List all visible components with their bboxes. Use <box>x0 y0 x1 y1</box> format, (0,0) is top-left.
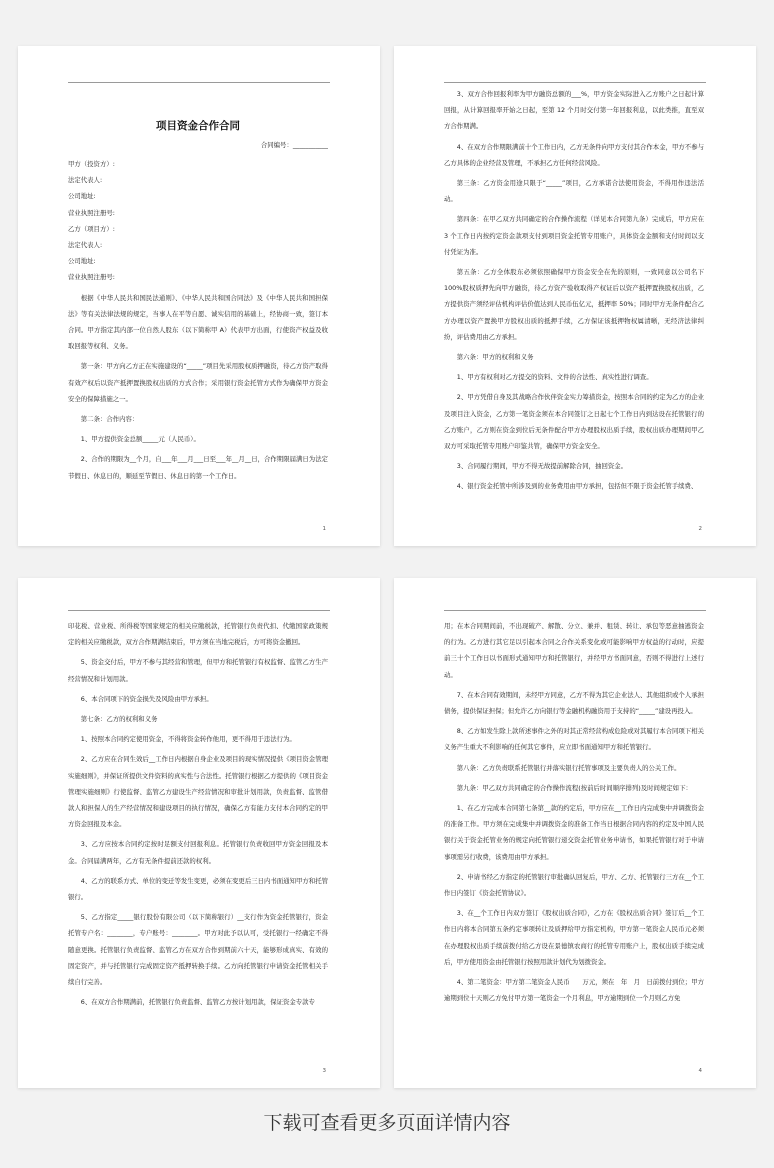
party-line: 甲方（投资方）: <box>68 160 115 168</box>
paragraph: 4、第二笔资金：甲方第二笔资金人民币 万元，须在 年 月 日前拨付到位；甲方逾期到位十天则乙方免付甲方第一笔资金一个月利息，甲方逾期到位一个月则乙方免 <box>444 978 704 1003</box>
party-line: 法定代表人: <box>68 241 103 250</box>
paragraph: 第六条：甲方的权利和义务 <box>456 353 534 362</box>
paragraph: 1、在乙方完成本合同第七条第__款的约定后，甲方应在__工作日内完成集中并调拨资金的准备工作。甲方须在完成集中并调拨资金的准备工作当日根据合同内容的约定及中国人民银行关于资金托管业务的规定向托管银行递交资金托管业务申请书，如果托管银行对于申请事项需另行收费，该费用由甲方承担。 <box>444 804 704 861</box>
page-number: 3 <box>322 1068 326 1074</box>
page-number: 4 <box>698 1068 702 1074</box>
paragraph: 1、甲方有权利对乙方提交的资料、文件的合法性、真实性进行调查。 <box>456 373 653 382</box>
paragraph: 2、乙方应在合同生效后__工作日内根据自身企业及项目的现实情况提供《项目资金管理实施细则》，并保证所提供文件资料的真实性与合法性。托管银行根据乙方提供的《项目资金管理实施细则》行使监督、监管乙方建设生产经营情况和审批计划用款，负责监督、监管借款人和担保人的生产经营情况和建设项目的执行情况，确保乙方有能力支付本合同约定的甲方资金回报及本金。 <box>68 755 328 829</box>
page-content <box>444 618 704 1060</box>
paragraph: 5、乙方指定_____银行股份有限公司（以下简称银行）__支行作为资金托管银行，资金托管专户名：________，专户账号：________。甲方对此予以认可，受托银行一经确定不得随意更换。托管银行负责监督、监管乙方在双方合作到期前六十天，能够形成真实、有效的固定资产，并与托管银行完成固定资产抵押转换手续。乙方向托管银行申请资金托管相关手续自行完善。 <box>68 913 328 987</box>
header-rule <box>444 82 706 83</box>
party-line: 公司地址: <box>68 257 96 266</box>
paragraph: 第九条：甲乙双方共同确定的合作操作流程(按前后时间顺序排列)及时间规定如下： <box>456 783 692 792</box>
page-content <box>68 618 328 1060</box>
document-page-2 <box>394 46 756 546</box>
header-rule <box>68 610 330 611</box>
paragraph: 第一条：甲方向乙方正在实施建设的“_____”项目先采用股权质押融资，待乙方资产取得有效产权后以资产抵押置换股权出质的方式合作；采用银行资金托管方式作为确保甲方资金安全的保障措施之一。 <box>68 362 328 403</box>
paragraph: 第三条：乙方资金用途只限于“_____”项目，乙方承诺合法使用资金，不得用作违法活动。 <box>444 179 704 204</box>
paragraph: 第八条：乙方负责联系托管银行并落实银行托管事项及主要负责人的公关工作。 <box>456 763 681 772</box>
contract-number: 合同编号：___________ <box>260 141 328 149</box>
paragraph: 用；在本合同期间前，不出现破产、解散、分立、兼并、租赁、转让、承包等恶意抽逃资金的行为。乙方进行其它足以引起本合同之合作关系变化或可能影响甲方权益的行动时，应提前三十个工作日以书面形式通知甲方和托管银行，并经甲方书面同意，否则不得进行上述行动。 <box>444 622 704 679</box>
document-page-3 <box>18 578 380 1088</box>
party-line: 法定代表人: <box>68 176 103 185</box>
document-page-1 <box>18 46 380 546</box>
header-rule <box>444 610 706 611</box>
party-line: 营业执照注册号: <box>68 273 115 282</box>
paragraph: 3、合同履行期间，甲方不得无故提前解除合同，抽回资金。 <box>456 462 628 471</box>
party-line: 乙方（项目方）: <box>68 224 115 233</box>
paragraph: 6、在双方合作期满前，托管银行负责监督、监管乙方按计划用款，保证资金专款专 <box>80 998 315 1007</box>
paragraph: 3、乙方应按本合同约定按时足额支付回报利息。托管银行负责收回甲方资金回报及本金。合同届满两年，乙方有无条件提前还款的权利。 <box>68 840 328 865</box>
party-line: 营业执照注册号: <box>68 208 115 217</box>
paragraph: 2、合作的期限为__个月，自___年___月___日至___年__月__日，合作期限届满日为法定节假日、休息日的，顺延至节假日、休息日的第一个工作日。 <box>68 455 328 480</box>
paragraph: 4、在双方合作期限满前十个工作日内，乙方无条件向甲方支付其合作本金，甲方不参与乙方具体的企业经营及管理，不承担乙方任何经营风险。 <box>444 142 704 167</box>
paragraph: 4、乙方的联系方式、单位的变迁等发生变更，必须在变更后三日内书面通知甲方和托管银行。 <box>68 876 328 902</box>
paragraph: 第五条：乙方全体股东必须依照确保甲方资金安全在先的原则，一致同意以公司名下 100%股权质押先向甲方融资，待乙方资产验收取得产权证后以资产抵押置换股权出质，乙方提供资产须经评估机构评估价值达到人民币伍亿元，抵押率 50%；同时甲方无条件配合乙方办理以资产置换甲方股权出质的抵押手续，乙方保证该抵押物权属清晰，无经济法律纠纷，评估费用由乙方承担。 <box>444 268 704 341</box>
paragraph: 1、按照本合同约定使用资金，不得将资金转作他用，更不得用于违法行为。 <box>80 735 296 744</box>
paragraph: 2、甲方凭借自身及其战略合作伙伴资金实力筹措资金，按照本合同的约定为乙方的企业及项目注入资金，乙方第一笔资金须在本合同签订之日起七个工作日内到达设在托管银行的乙方账户，乙方则在资金到位后无条件配合甲方办理股权出质手续，股权出质办理期间甲乙双方可采取托管专用账户印鉴共管，确保甲方资金安全。 <box>444 393 704 451</box>
paragraph: 3、双方合作回报利率为甲方融资总额的___%，甲方资金实际进入乙方账户之日起计算回报，从计算回报率开始之日起，至第 12 个月时交付第一年回报利息，以此类推，直至双方合作期满。 <box>444 90 704 131</box>
paragraph: 第二条：合作内容： <box>80 415 139 424</box>
document-title: 项目资金合作合同 <box>156 120 240 132</box>
paragraph: 3、在__个工作日内双方签订《股权出质合同》，乙方在《股权出质合同》签订后__个工作日内将本合同第五条约定事项转让及质押给甲方指定机构，甲方第一笔资金人民币元必须在办理股权出质手续前拨付给乙方设在景德镇农商行的托管专用账户上，股权出质手续完成后，甲方使用资金由托管银行按照用款计划代为划拨资金。 <box>444 909 704 966</box>
paragraph: 7、在本合同有效期间，未经甲方同意，乙方不得为其它企业法人、其他组织或个人承担债务，提供保证担保；但允许乙方向银行等金融机构融资用于支持的“_____”建设再投入。 <box>444 690 704 716</box>
header-rule <box>68 82 330 83</box>
page-content <box>444 86 704 518</box>
paragraph: 6、本合同项下的资金损失及风险由甲方承担。 <box>80 694 213 703</box>
paragraph: 根据《中华人民共和国民法通则》、《中华人民共和国合同法》及《中华人民共和国担保法》等有关法律法规的规定，当事人在平等自愿、诚实信用的基础上，经协商一致，签订本合同。甲方指定其内部一位自然人股东（以下简称甲 A）代表甲方出面，行使资产权益及收取回报等权利、义务。 <box>68 293 328 351</box>
paragraph: 4、银行资金托管中所涉及到的业务费用由甲方承担，包括但不限于资金托管手续费、 <box>456 482 698 491</box>
document-page-4 <box>394 578 756 1088</box>
page-number: 1 <box>322 526 326 532</box>
download-more-link[interactable]: 下载可查看更多页面详情内容 <box>263 1112 511 1134</box>
paragraph: 2、申请书经乙方指定的托管银行审批确认回复后，甲方、乙方、托管银行三方在__个工作日内签订《资金托管协议》。 <box>444 872 704 898</box>
paragraph: 1、甲方提供资金总额_____元（人民币）。 <box>80 435 200 444</box>
paragraph: 印花税、营业税、所得税等国家规定的相关应缴税款，托管银行负责代扣、代缴国家政策规定的相关应缴税款，双方合作期满结束后，甲方须在当地完税后，方可将资金撤回。 <box>68 622 328 647</box>
paragraph: 8、乙方如发生除上款所述事件之外的对其正常经营构成危险或对其履行本合同项下相关义务产生重大不利影响的任何其它事件，应立即书面通知甲方和托管银行。 <box>444 727 704 752</box>
page-number: 2 <box>698 526 702 532</box>
page-content <box>68 118 328 518</box>
paragraph: 5、资金交付后，甲方不参与其经营和管理，但甲方和托管银行有权监督、监管乙方生产经营情况和计划用款。 <box>68 658 328 683</box>
party-line: 公司地址: <box>68 192 96 201</box>
paragraph: 第七条：乙方的权利和义务 <box>80 715 158 724</box>
paragraph: 第四条：在甲乙双方共同确定的合作操作流程（详见本合同第九条）完成后，甲方应在 3 个工作日内按约定资金款项支付到项目资金托管专用账户，具体资金金额和支付时间以支付凭证为准。 <box>444 215 704 256</box>
